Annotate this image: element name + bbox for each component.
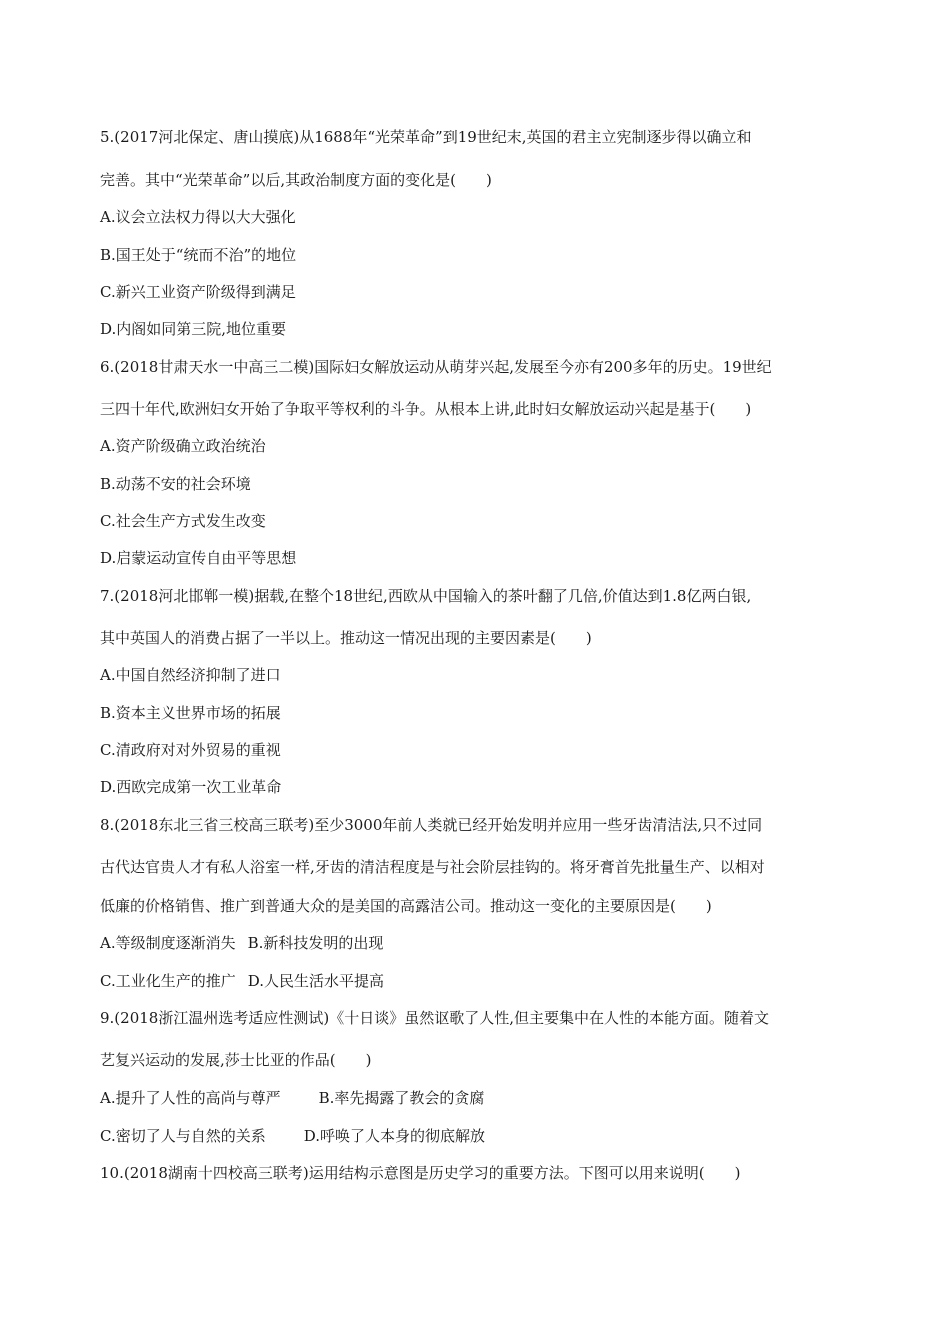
q9-options-row-1 bbox=[100, 1088, 484, 1108]
q8-option-d: D.人民生活水平提高 bbox=[247, 972, 384, 990]
q8-option-c: C.工业化生产的推广 bbox=[100, 972, 236, 990]
q7-stem-line-1: 7.(2018河北邯郸一模)据载,在整个18世纪,西欧从中国输入的茶叶翻了几倍,价值达到1.8亿两白银, bbox=[100, 587, 752, 605]
q7-option-a: A.中国自然经济抑制了进口 bbox=[100, 666, 281, 684]
q6-stem-line-1: 6.(2018甘肃天水一中高三二模)国际妇女解放运动从萌芽兴起,发展至今亦有200多年的历史。19世纪 bbox=[100, 358, 772, 376]
q8-option-a: A.等级制度逐渐消失 bbox=[100, 934, 236, 952]
q8-option-b: B.新科技发明的出现 bbox=[247, 934, 384, 952]
q6-stem-line-2: 三四十年代,欧洲妇女开始了争取平等权利的斗争。从根本上讲,此时妇女解放运动兴起是基于( ) bbox=[100, 400, 752, 418]
q9-options-row-2 bbox=[100, 1126, 485, 1146]
q8-stem-line-3: 低廉的价格销售、推广到普通大众的是美国的高露洁公司。推动这一变化的主要原因是( ) bbox=[100, 897, 712, 915]
q9-stem-line-2: 艺复兴运动的发展,莎士比亚的作品( ) bbox=[100, 1051, 372, 1069]
q5-option-c: C.新兴工业资产阶级得到满足 bbox=[100, 283, 296, 301]
q9-option-a: A.提升了人性的高尚与尊严 bbox=[100, 1089, 281, 1107]
q6-option-c: C.社会生产方式发生改变 bbox=[100, 512, 266, 530]
q5-option-a: A.议会立法权力得以大大强化 bbox=[100, 208, 296, 226]
q6-option-b: B.动荡不安的社会环境 bbox=[100, 475, 251, 493]
q8-stem-line-1: 8.(2018东北三省三校高三联考)至少3000年前人类就已经开始发明并应用一些牙齿清洁法,只不过同 bbox=[100, 816, 763, 834]
q8-options-row-1 bbox=[100, 933, 383, 953]
q5-stem-line-2: 完善。其中“光荣革命”以后,其政治制度方面的变化是( ) bbox=[100, 171, 492, 189]
q7-option-d: D.西欧完成第一次工业革命 bbox=[100, 778, 282, 796]
q6-option-d: D.启蒙运动宣传自由平等思想 bbox=[100, 549, 297, 567]
q9-option-b: B.率先揭露了教会的贪腐 bbox=[318, 1089, 485, 1107]
q10-stem-line-1: 10.(2018湖南十四校高三联考)运用结构示意图是历史学习的重要方法。下图可以用来说明( ) bbox=[100, 1164, 741, 1182]
q5-stem-line-1: 5.(2017河北保定、唐山摸底)从1688年“光荣革命”到19世纪末,英国的君主立宪制逐步得以确立和 bbox=[100, 128, 752, 146]
q7-option-c: C.清政府对对外贸易的重视 bbox=[100, 741, 281, 759]
q9-stem-line-1: 9.(2018浙江温州选考适应性测试)《十日谈》虽然讴歌了人性,但主要集中在人性的本能方面。随着文 bbox=[100, 1009, 769, 1027]
q8-options-row-2 bbox=[100, 971, 384, 991]
q6-option-a: A.资产阶级确立政治统治 bbox=[100, 437, 266, 455]
q8-stem-line-2: 古代达官贵人才有私人浴室一样,牙齿的清洁程度是与社会阶层挂钩的。将牙膏首先批量生产、以相对 bbox=[100, 858, 765, 876]
q9-option-c: C.密切了人与自然的关系 bbox=[100, 1127, 266, 1145]
q7-stem-line-2: 其中英国人的消费占据了一半以上。推动这一情况出现的主要因素是( ) bbox=[100, 629, 592, 647]
q5-option-d: D.内阁如同第三院,地位重要 bbox=[100, 320, 287, 338]
q7-option-b: B.资本主义世界市场的拓展 bbox=[100, 704, 281, 722]
q9-option-d: D.呼唤了人本身的彻底解放 bbox=[303, 1127, 485, 1145]
q5-option-b: B.国王处于“统而不治”的地位 bbox=[100, 246, 297, 264]
